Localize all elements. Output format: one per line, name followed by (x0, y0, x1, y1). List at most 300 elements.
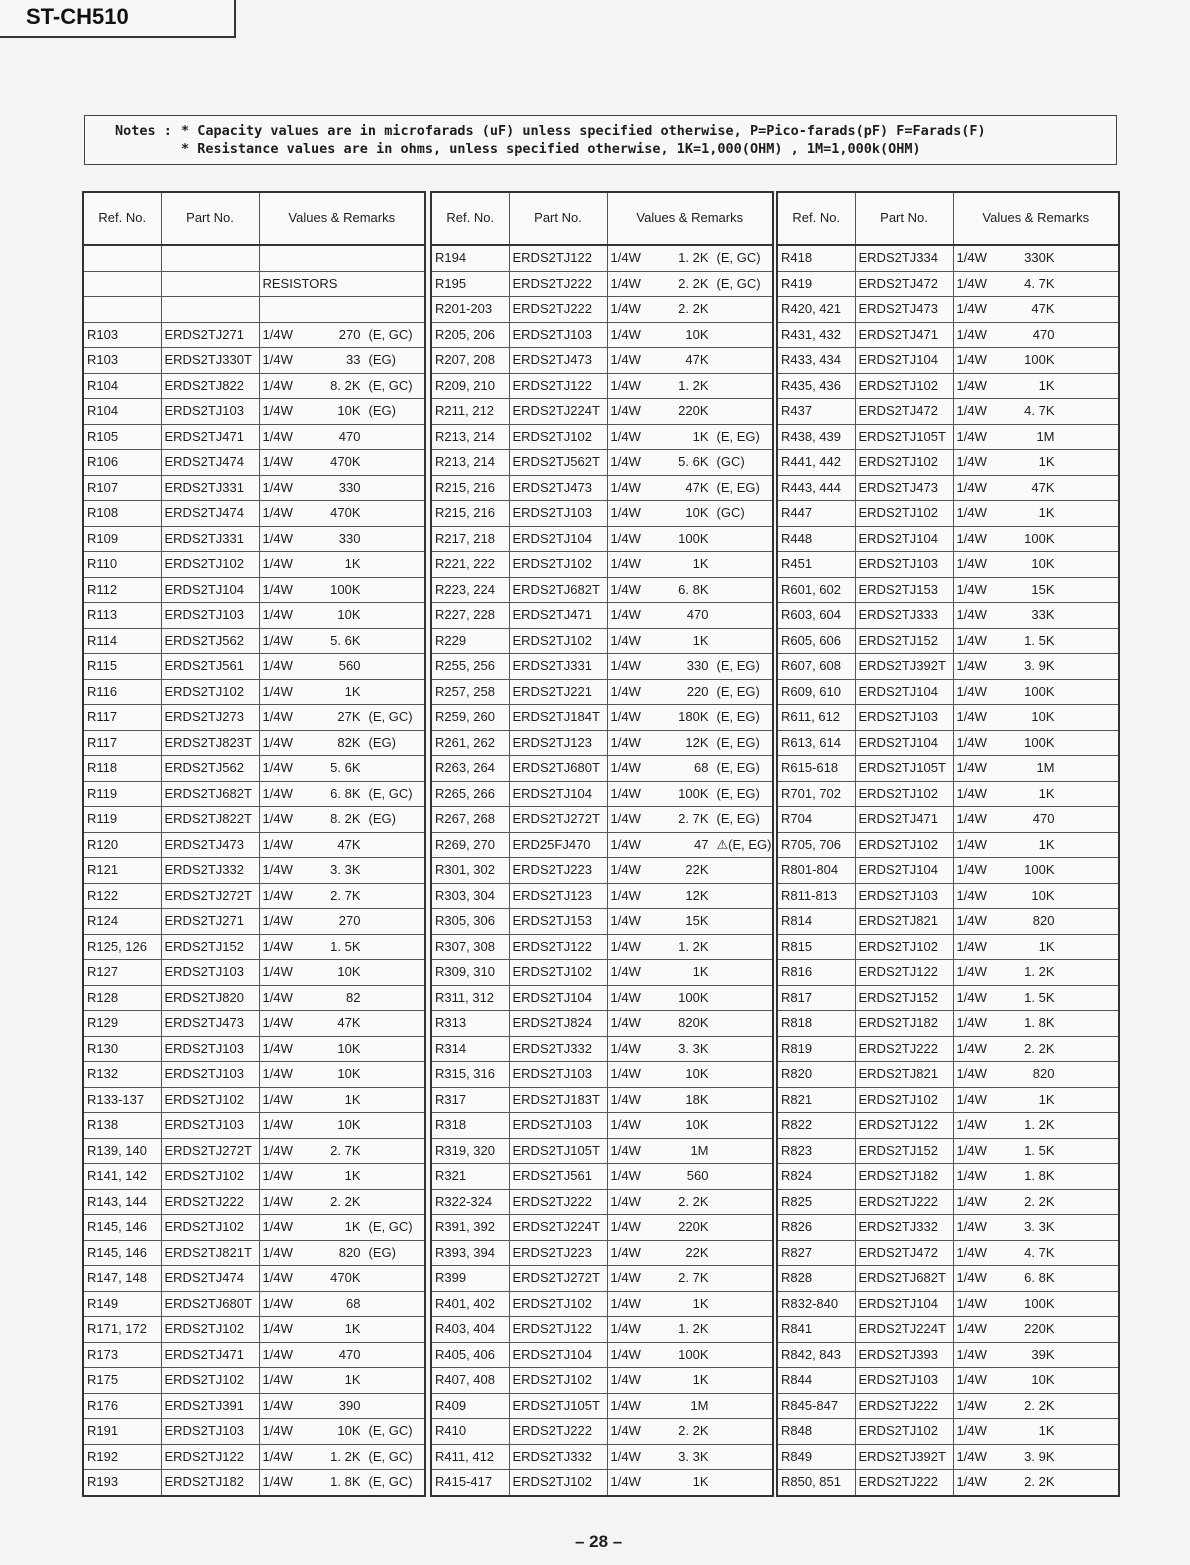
values-cell (259, 1291, 425, 1317)
values-cell (259, 1036, 425, 1062)
values-cell (607, 1240, 773, 1266)
table-row (431, 1393, 773, 1419)
part-no-cell: ERDS2TJ105T (855, 424, 953, 450)
resistance-value: 47K (337, 836, 361, 852)
remarks: (EG) (368, 811, 396, 826)
part-no-cell: ERDS2TJ103 (161, 1419, 259, 1445)
table-row (777, 1470, 1119, 1496)
wattage: 1/4W (610, 1142, 641, 1158)
table-row (431, 577, 773, 603)
values-cell (607, 832, 773, 858)
values-cell (259, 807, 425, 833)
values-cell (259, 1138, 425, 1164)
table-row (777, 832, 1119, 858)
part-no-cell: ERDS2TJ471 (855, 807, 953, 833)
ref-no-cell: R255, 256 (431, 654, 509, 680)
values-cell (953, 245, 1119, 271)
wattage: 1/4W (610, 1219, 641, 1234)
ref-no-cell: R849 (777, 1444, 855, 1470)
values-cell (259, 1240, 425, 1266)
resistance-value: 4. 7K (1024, 1244, 1055, 1260)
values-cell (607, 1470, 773, 1496)
table-row (83, 807, 425, 833)
resistance-value: 100K (1024, 862, 1055, 877)
notes-label: Notes : (115, 123, 172, 139)
resistance-value: 47 (694, 836, 709, 852)
resistance-value: 3. 9K (1024, 658, 1055, 673)
part-no-cell: ERDS2TJ823T (161, 730, 259, 756)
ref-no-cell: R814 (777, 909, 855, 935)
ref-no-cell: R227, 228 (431, 603, 509, 629)
ref-no-cell: R435, 436 (777, 373, 855, 399)
values-cell (607, 1266, 773, 1292)
resistance-value: 15K (1031, 581, 1055, 597)
table-row (777, 475, 1119, 501)
ref-no-cell: R104 (83, 373, 161, 399)
values-cell (607, 552, 773, 578)
resistance-value: 1K (692, 556, 709, 571)
wattage: 1/4W (956, 1423, 987, 1438)
wattage: 1/4W (610, 250, 641, 265)
remarks: (E, GC) (368, 1448, 413, 1464)
part-no-cell: ERDS2TJ473 (509, 348, 607, 374)
part-no-cell: ERDS2TJ122 (509, 934, 607, 960)
values-cell (259, 858, 425, 884)
table-row (777, 577, 1119, 603)
resistance-value: 82 (346, 989, 361, 1005)
wattage: 1/4W (956, 428, 987, 444)
ref-no-cell: R217, 218 (431, 526, 509, 552)
wattage: 1/4W (956, 352, 987, 367)
header-part-no: Part No. (855, 192, 953, 245)
table-row (83, 679, 425, 705)
remarks: (E, EG) (716, 428, 760, 444)
resistance-value: 22K (685, 862, 709, 877)
values-cell (259, 883, 425, 909)
table-row (777, 909, 1119, 935)
part-no-cell: ERDS2TJ103 (161, 399, 259, 425)
resistance-value: 560 (686, 1168, 709, 1183)
part-no-cell: ERDS2TJ152 (855, 1138, 953, 1164)
values-cell (953, 1317, 1119, 1343)
part-no-cell: ERDS2TJ473 (509, 475, 607, 501)
wattage: 1/4W (956, 1066, 987, 1081)
table-row (83, 1036, 425, 1062)
table-row (431, 475, 773, 501)
ref-no-cell: R209, 210 (431, 373, 509, 399)
header-part-no: Part No. (509, 192, 607, 245)
part-no-cell: ERDS2TJ222 (855, 1036, 953, 1062)
part-no-cell: ERDS2TJ152 (161, 934, 259, 960)
ref-no-cell: R120 (83, 832, 161, 858)
resistance-value: 4. 7K (1024, 403, 1055, 418)
resistance-value: 2. 2K (678, 1193, 709, 1209)
ref-no-cell: R141, 142 (83, 1164, 161, 1190)
table-row (777, 1113, 1119, 1139)
remarks: (GC) (716, 505, 745, 520)
table-row (431, 1368, 773, 1394)
resistance-value: 2. 2K (1024, 1397, 1055, 1413)
part-no-cell: ERDS2TJ102 (509, 1291, 607, 1317)
table-row (777, 297, 1119, 323)
wattage: 1/4W (262, 989, 293, 1005)
ref-no-cell: R122 (83, 883, 161, 909)
ref-no-cell: R443, 444 (777, 475, 855, 501)
ref-no-cell: R845-847 (777, 1393, 855, 1419)
values-cell (953, 679, 1119, 705)
table-row (83, 934, 425, 960)
remarks: (E, EG) (716, 683, 760, 699)
table-row (83, 577, 425, 603)
values-cell (259, 909, 425, 935)
values-cell (607, 1062, 773, 1088)
ref-no-cell: R195 (431, 271, 509, 297)
table-row (431, 1215, 773, 1241)
wattage: 1/4W (262, 530, 293, 546)
remarks: (E, GC) (368, 1474, 413, 1489)
resistance-value: 1K (1038, 505, 1055, 520)
part-no-cell: ERDS2TJ471 (161, 424, 259, 450)
ref-no-cell: R828 (777, 1266, 855, 1292)
resistance-value: 12K (685, 734, 709, 750)
resistance-value: 1M (690, 1142, 709, 1158)
resistance-value: 1M (1036, 428, 1055, 444)
wattage: 1/4W (262, 913, 293, 928)
table-row (83, 960, 425, 986)
ref-no-cell: R124 (83, 909, 161, 935)
resistance-value: 10K (337, 964, 361, 979)
part-no-cell: ERDS2TJ183T (509, 1087, 607, 1113)
ref-no-cell: R117 (83, 705, 161, 731)
part-no-cell: ERDS2TJ103 (855, 552, 953, 578)
values-cell (953, 832, 1119, 858)
wattage: 1/4W (610, 938, 641, 954)
table-row (83, 1393, 425, 1419)
values-cell (953, 271, 1119, 297)
values-cell (607, 1087, 773, 1113)
part-no-cell: ERDS2TJ104 (161, 577, 259, 603)
resistance-value: 470K (330, 505, 361, 520)
part-no-cell: ERDS2TJ223 (509, 1240, 607, 1266)
ref-no-cell: R119 (83, 807, 161, 833)
table-row (777, 807, 1119, 833)
part-no-cell: ERDS2TJ332 (855, 1215, 953, 1241)
part-no-cell: ERDS2TJ334 (855, 245, 953, 271)
table-row (83, 1215, 425, 1241)
values-cell (607, 858, 773, 884)
part-no-cell (161, 245, 259, 271)
part-no-cell: ERDS2TJ102 (509, 552, 607, 578)
table-row (83, 501, 425, 527)
resistance-value: 10K (337, 1117, 361, 1132)
resistance-value: 27K (337, 709, 361, 724)
part-no-cell: ERDS2TJ561 (161, 654, 259, 680)
table-row (431, 1164, 773, 1190)
table-row (777, 501, 1119, 527)
note-resistance: * Resistance values are in ohms, unless specified otherwise, 1K=1,000(OHM) , 1M=1,000k(OHM) (181, 141, 921, 157)
resistance-value: 470 (338, 428, 361, 444)
resistance-value: 220 (686, 683, 709, 699)
wattage: 1/4W (262, 1168, 293, 1183)
part-no-cell: ERDS2TJ103 (161, 1062, 259, 1088)
values-cell (607, 1011, 773, 1037)
wattage: 1/4W (610, 505, 641, 520)
table-row (83, 1317, 425, 1343)
table-row (431, 1317, 773, 1343)
table-row (83, 1470, 425, 1496)
table-row (431, 1240, 773, 1266)
resistance-value: 10K (685, 1066, 709, 1081)
wattage: 1/4W (610, 581, 641, 597)
ref-no-cell: R821 (777, 1087, 855, 1113)
values-cell (259, 424, 425, 450)
wattage: 1/4W (956, 989, 987, 1005)
wattage: 1/4W (956, 785, 987, 801)
part-no-cell: ERDS2TJ333 (855, 603, 953, 629)
values-cell (607, 756, 773, 782)
part-no-cell: ERDS2TJ391 (161, 1393, 259, 1419)
wattage: 1/4W (610, 683, 641, 699)
resistance-value: 10K (1031, 887, 1055, 903)
model-header-box (0, 0, 236, 38)
ref-no-cell: R173 (83, 1342, 161, 1368)
values-cell (607, 577, 773, 603)
ref-no-cell: R176 (83, 1393, 161, 1419)
resistance-value: 560 (338, 658, 361, 673)
ref-no-cell: R223, 224 (431, 577, 509, 603)
part-no-cell: ERDS2TJ331 (509, 654, 607, 680)
part-no-cell: ERD25FJ470 (509, 832, 607, 858)
ref-no-cell: R194 (431, 245, 509, 271)
ref-no-cell: R311, 312 (431, 985, 509, 1011)
ref-no-cell: R841 (777, 1317, 855, 1343)
table-row (83, 1266, 425, 1292)
ref-no-cell: R315, 316 (431, 1062, 509, 1088)
ref-no-cell: R842, 843 (777, 1342, 855, 1368)
values-cell (953, 1393, 1119, 1419)
remarks: (E, GC) (368, 377, 413, 393)
values-cell (953, 883, 1119, 909)
table-row (777, 730, 1119, 756)
ref-no-cell: R313 (431, 1011, 509, 1037)
resistance-value: 2. 2K (678, 301, 709, 316)
table-row (777, 245, 1119, 271)
values-cell (607, 501, 773, 527)
ref-no-cell: R267, 268 (431, 807, 509, 833)
ref-no-cell: R265, 266 (431, 781, 509, 807)
wattage: 1/4W (956, 1474, 987, 1489)
resistance-value: 8. 2K (330, 377, 361, 393)
part-no-cell: ERDS2TJ224T (855, 1317, 953, 1343)
wattage: 1/4W (956, 530, 987, 546)
wattage: 1/4W (262, 964, 293, 979)
parts-table-right (776, 191, 1120, 1497)
wattage: 1/4W (956, 454, 987, 469)
resistance-value: 1K (344, 1168, 361, 1183)
wattage: 1/4W (956, 607, 987, 622)
part-no-cell: ERDS2TJ472 (855, 1240, 953, 1266)
resistance-value: 10K (685, 1117, 709, 1132)
part-no-cell: ERDS2TJ222 (509, 1419, 607, 1445)
part-no-cell: ERDS2TJ224T (509, 1215, 607, 1241)
table-row (777, 373, 1119, 399)
ref-no-cell: R215, 216 (431, 475, 509, 501)
notes-box (84, 115, 1117, 165)
table-row (777, 1368, 1119, 1394)
values-cell (607, 1291, 773, 1317)
remarks: (E, GC) (716, 275, 761, 291)
table-row (83, 1240, 425, 1266)
ref-no-cell: R433, 434 (777, 348, 855, 374)
table-row (83, 373, 425, 399)
wattage: 1/4W (956, 887, 987, 903)
values-cell (259, 781, 425, 807)
values-cell (607, 1138, 773, 1164)
resistance-value: 1. 2K (678, 1321, 709, 1336)
resistance-value: 1K (1038, 785, 1055, 801)
remarks: (E, EG) (716, 479, 760, 495)
values-cell (953, 807, 1119, 833)
ref-no-cell: R815 (777, 934, 855, 960)
table-row (777, 1393, 1119, 1419)
table-row (777, 399, 1119, 425)
resistance-value: 68 (694, 760, 709, 775)
part-no-cell: ERDS2TJ682T (161, 781, 259, 807)
table-row (777, 603, 1119, 629)
resistance-value: 3. 3K (678, 1040, 709, 1056)
resistance-value: 1M (1036, 760, 1055, 775)
part-no-cell: ERDS2TJ222 (855, 1189, 953, 1215)
wattage: 1/4W (956, 1270, 987, 1285)
table-row (777, 271, 1119, 297)
part-no-cell: ERDS2TJ474 (161, 1266, 259, 1292)
values-cell (259, 245, 425, 271)
part-no-cell: ERDS2TJ104 (855, 348, 953, 374)
wattage: 1/4W (262, 479, 293, 495)
resistance-value: 1. 2K (330, 1448, 361, 1464)
table-row (777, 450, 1119, 476)
values-cell (607, 424, 773, 450)
values-cell (953, 552, 1119, 578)
table-row (431, 1342, 773, 1368)
wattage: 1/4W (262, 1015, 293, 1030)
values-cell (259, 705, 425, 731)
ref-no-cell: R117 (83, 730, 161, 756)
resistance-value: 1K (1038, 1423, 1055, 1438)
ref-no-cell: R701, 702 (777, 781, 855, 807)
ref-no-cell: R104 (83, 399, 161, 425)
ref-no-cell: R403, 404 (431, 1317, 509, 1343)
wattage: 1/4W (956, 1015, 987, 1030)
wattage: 1/4W (610, 1168, 641, 1183)
part-no-cell: ERDS2TJ222 (509, 271, 607, 297)
values-cell (953, 1342, 1119, 1368)
wattage: 1/4W (262, 862, 293, 877)
part-no-cell: ERDS2TJ102 (509, 628, 607, 654)
values-cell (607, 373, 773, 399)
values-cell (607, 1036, 773, 1062)
resistance-value: 100K (1024, 530, 1055, 546)
ref-no-cell: R410 (431, 1419, 509, 1445)
resistance-value: 10K (337, 1066, 361, 1081)
remarks: (E, EG) (716, 785, 760, 801)
wattage: 1/4W (262, 428, 293, 444)
table-row (431, 1266, 773, 1292)
part-no-cell: ERDS2TJ102 (509, 424, 607, 450)
part-no-cell: ERDS2TJ102 (161, 1368, 259, 1394)
values-cell (953, 1011, 1119, 1037)
resistance-value: 1K (1038, 454, 1055, 469)
wattage: 1/4W (262, 352, 293, 367)
resistance-value: 100K (678, 530, 709, 546)
part-no-cell: ERDS2TJ104 (509, 985, 607, 1011)
wattage: 1/4W (956, 505, 987, 520)
table-row (777, 1087, 1119, 1113)
wattage: 1/4W (610, 658, 641, 673)
wattage: 1/4W (956, 632, 987, 648)
values-cell (259, 628, 425, 654)
values-cell (953, 501, 1119, 527)
values-cell (607, 271, 773, 297)
resistance-value: 1. 5K (1024, 989, 1055, 1005)
part-no-cell: ERDS2TJ103 (161, 603, 259, 629)
resistance-value: 820 (338, 1244, 361, 1260)
part-no-cell (161, 271, 259, 297)
table-row (777, 628, 1119, 654)
ref-no-cell: R827 (777, 1240, 855, 1266)
values-cell (259, 297, 425, 323)
table-row (777, 1317, 1119, 1343)
values-cell (607, 322, 773, 348)
part-no-cell: ERDS2TJ222 (855, 1470, 953, 1496)
ref-no-cell: R844 (777, 1368, 855, 1394)
wattage: 1/4W (610, 989, 641, 1005)
wattage: 1/4W (262, 938, 293, 954)
part-no-cell: ERDS2TJ222 (509, 1189, 607, 1215)
values-cell (953, 1062, 1119, 1088)
ref-no-cell: R407, 408 (431, 1368, 509, 1394)
table-row (431, 1138, 773, 1164)
ref-no-cell: R175 (83, 1368, 161, 1394)
table-row (83, 603, 425, 629)
wattage: 1/4W (262, 1321, 293, 1336)
ref-no-cell: R319, 320 (431, 1138, 509, 1164)
wattage: 1/4W (956, 862, 987, 877)
part-no-cell: ERDS2TJ102 (509, 960, 607, 986)
remarks: (EG) (368, 352, 396, 367)
resistance-value: 100K (1024, 352, 1055, 367)
table-row (83, 552, 425, 578)
values-cell (953, 756, 1119, 782)
resistance-value: 1K (692, 964, 709, 979)
ref-no-cell: R109 (83, 526, 161, 552)
table-row (83, 1087, 425, 1113)
values-cell (607, 1317, 773, 1343)
ref-no-cell: R705, 706 (777, 832, 855, 858)
resistance-value: 1M (690, 1397, 709, 1413)
wattage: 1/4W (956, 1193, 987, 1209)
remarks: (E, GC) (368, 326, 413, 342)
wattage: 1/4W (956, 938, 987, 954)
ref-no-cell: R819 (777, 1036, 855, 1062)
table-row (431, 1189, 773, 1215)
wattage: 1/4W (262, 811, 293, 826)
wattage: 1/4W (956, 964, 987, 979)
resistance-value: 100K (1024, 734, 1055, 750)
values-cell (607, 909, 773, 935)
table-row (431, 297, 773, 323)
resistance-value: 47K (685, 479, 709, 495)
